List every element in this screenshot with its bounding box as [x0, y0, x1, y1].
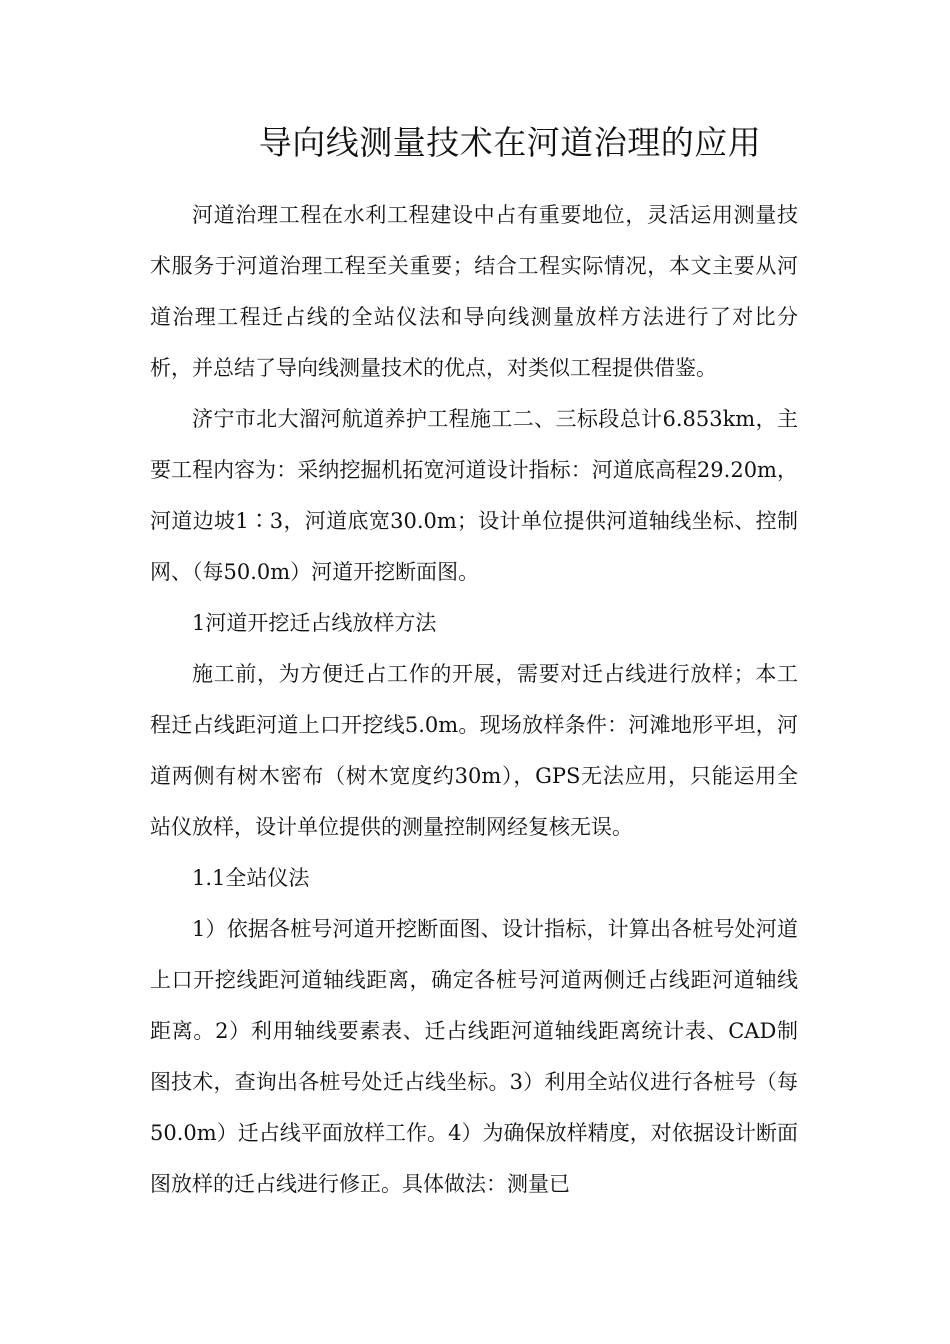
document-title: 导向线测量技术在河道治理的应用 [258, 123, 762, 162]
construction-conditions-paragraph: 施工前，为方便迁占工作的开展，需要对迁占线进行放样；本工程迁占线距河道上口开挖线5.0m。现场放样条件：河滩地形平坦，河道两侧有树木密布（树木宽度约30m），GPS无法应用，只能运用全站仪放样，设计单位提供的测量控制网经复核无误。 [150, 662, 798, 839]
project-overview-paragraph: 济宁市北大溜河航道养护工程施工二、三标段总计6.853km，主要工程内容为：采纳挖掘机拓宽河道设计指标：河道底高程29.20m，河道边坡1∶3，河道底宽30.0m；设计单位提供河道轴线坐标、控制网、（每50.0m）河道开挖断面图。 [150, 407, 798, 584]
intro-paragraph: 河道治理工程在水利工程建设中占有重要地位，灵活运用测量技术服务于河道治理工程至关重要；结合工程实际情况，本文主要从河道治理工程迁占线的全站仪法和导向线测量放样方法进行了对比分析，并总结了导向线测量技术的优点，对类似工程提供借鉴。 [150, 203, 798, 380]
section-heading-1-1: 1.1全站仪法 [192, 866, 310, 890]
total-station-method-paragraph: 1）依据各桩号河道开挖断面图、设计指标，计算出各桩号处河道上口开挖线距河道轴线距离，确定各桩号河道两侧迁占线距河道轴线距离。2）利用轴线要素表、迁占线距河道轴线距离统计表、CAD制图技术，查询出各桩号处迁占线坐标。3）利用全站仪进行各桩号（每50.0m）迁占线平面放样工作。4）为确保放样精度，对依据设计断面图放样的迁占线进行修正。具体做法：测量已 [150, 917, 798, 1196]
section-heading-1: 1河道开挖迁占线放样方法 [192, 611, 437, 635]
document-body [150, 190, 798, 1210]
